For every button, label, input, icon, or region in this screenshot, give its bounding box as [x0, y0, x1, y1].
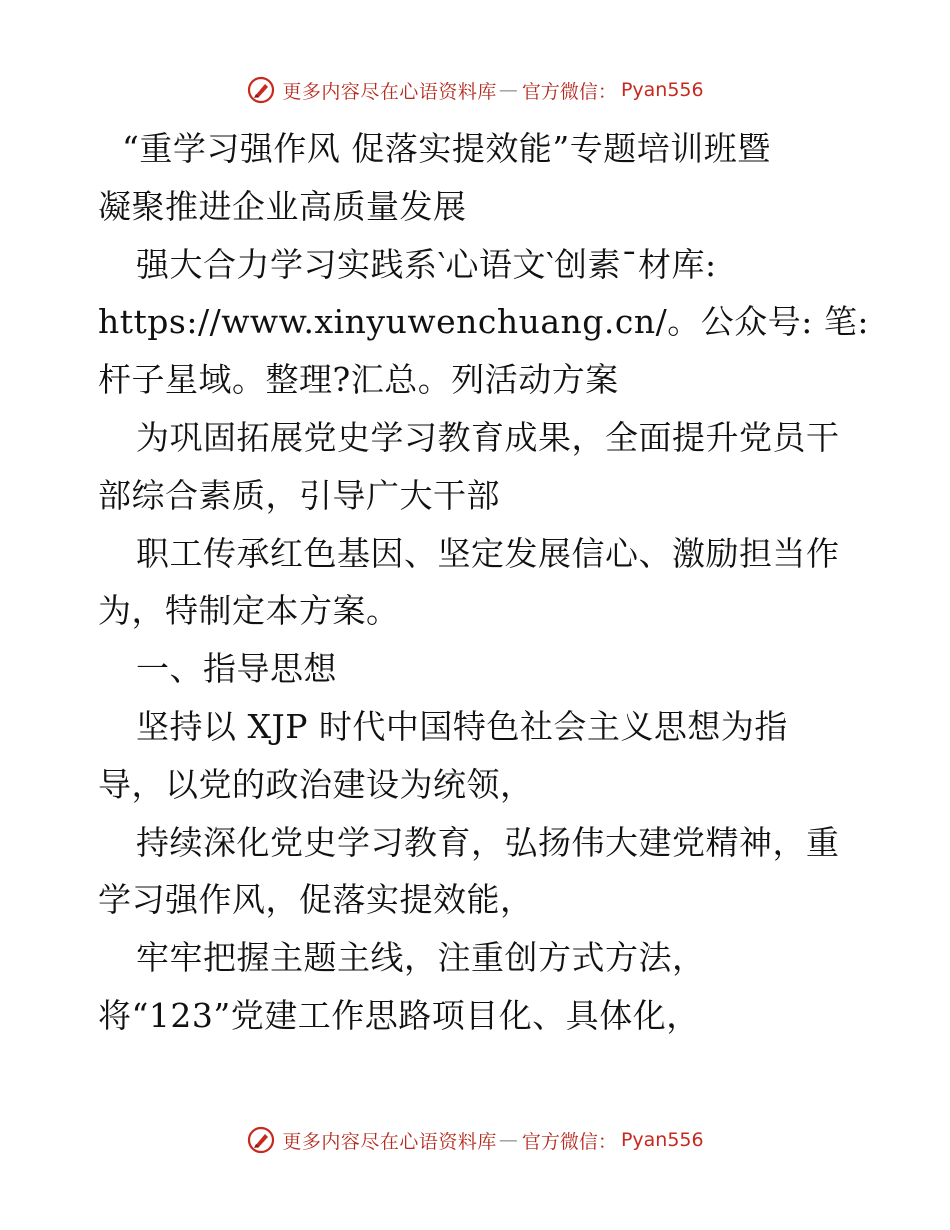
text-line: 学习强作风，促落实提效能， [98, 880, 534, 920]
document-body [98, 120, 869, 1045]
text-line: 持续深化党史学习教育，弘扬伟大建党精神，重 [136, 822, 840, 862]
banner-dash: — [498, 1129, 518, 1151]
pen-logo-icon [246, 1125, 276, 1155]
banner-dash: — [498, 79, 518, 101]
text-line: 部综合素质，引导广大干部 [98, 475, 500, 515]
text-line: 导，以党的政治建设为统领， [98, 764, 534, 804]
banner-wechat-label: 官方微信： [521, 80, 617, 103]
text-line: 职工传承红色基因、坚定发展信心、激励担当作 [136, 533, 840, 573]
text-line: 强大合力学习实践系‵心语文‵创素¯材库: [136, 244, 717, 284]
section-heading: 一、指导思想 [136, 649, 337, 689]
pen-logo-icon [246, 75, 276, 105]
banner-wechat-label: 官方微信： [521, 1130, 617, 1153]
text-line: 将“123”党建工作思路项目化、具体化， [98, 995, 700, 1035]
text-line: 坚持以 XJP 时代中国特色社会主义思想为指 [136, 706, 788, 746]
title-line-1: “重学习强作风 促落实提效能”专题培训班暨 [122, 129, 771, 168]
footer-banner [0, 1120, 950, 1160]
banner-wechat-id: Pyan556 [620, 79, 704, 101]
text-line: https://www.xinyuwenchuang.cn/。公众号: 笔: [98, 302, 869, 342]
banner-main-text: 更多内容尽在心语资料库 [282, 1130, 497, 1153]
header-banner [0, 70, 950, 110]
text-line: 杆子星域。整理?汇总。列活动方案 [98, 360, 619, 400]
text-line: 牢牢把握主题主线，注重创方式方法， [136, 938, 706, 978]
title-line-2: 凝聚推进企业高质量发展 [98, 186, 467, 226]
banner-wechat-id: Pyan556 [620, 1129, 704, 1151]
text-line: 为巩固拓展党史学习教育成果，全面提升党员干 [136, 417, 840, 457]
text-line: 为，特制定本方案。 [98, 591, 400, 631]
banner-main-text: 更多内容尽在心语资料库 [282, 80, 497, 103]
